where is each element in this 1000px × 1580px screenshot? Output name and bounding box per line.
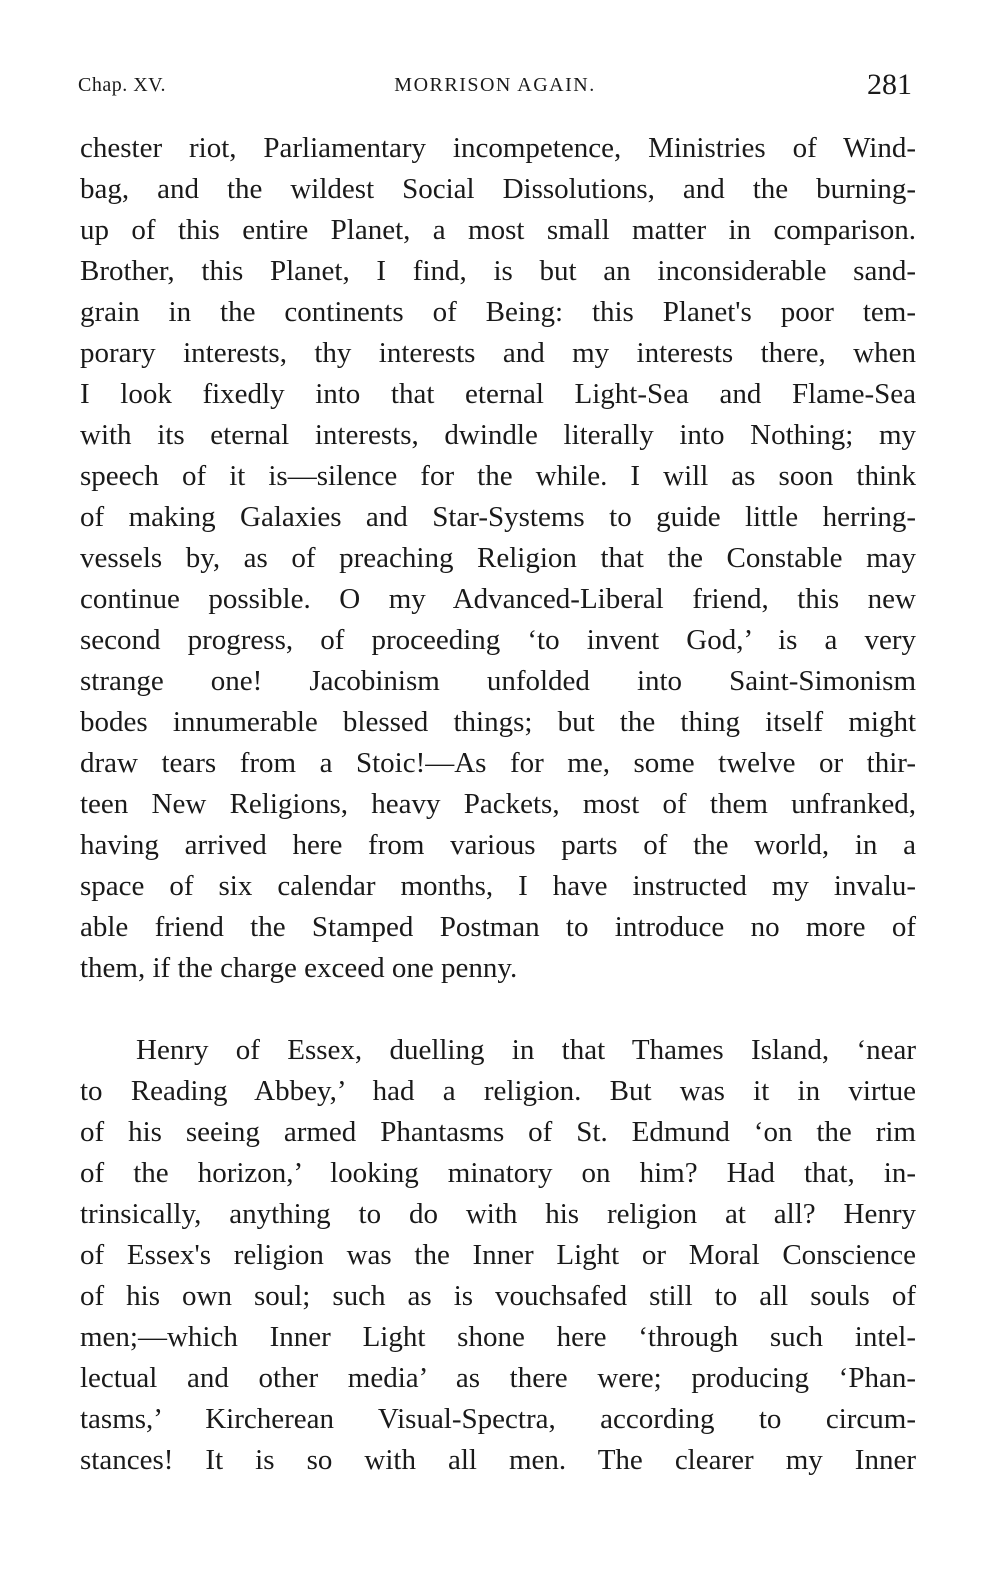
text-line: draw tears from a Stoic!—As for me, some twelve or thir- [80, 747, 916, 779]
text-line: to Reading Abbey,’ had a religion. But was it in virtue [80, 1075, 916, 1107]
running-header [78, 68, 912, 108]
text-line: with its eternal interests, dwindle literally into Nothing; my [80, 419, 916, 451]
text-line: second progress, of proceeding ‘to invent God,’ is a very [80, 624, 916, 656]
text-line: stances! It is so with all men. The clearer my Inner [80, 1444, 916, 1476]
text-line: vessels by, as of preaching Religion that the Constable may [80, 542, 916, 574]
text-line: porary interests, thy interests and my interests there, when [80, 337, 916, 369]
text-line: grain in the continents of Being: this Planet's poor tem- [80, 296, 916, 328]
text-line: Henry of Essex, duelling in that Thames Island, ‘near [136, 1034, 916, 1066]
page-number: 281 [867, 68, 912, 101]
text-line: space of six calendar months, I have instructed my invalu- [80, 870, 916, 902]
text-line: of the horizon,’ looking minatory on him? Had that, in- [80, 1157, 916, 1189]
text-line: chester riot, Parliamentary incompetence, Ministries of Wind- [80, 132, 916, 164]
text-line: trinsically, anything to do with his religion at all? Henry [80, 1198, 916, 1230]
text-line: of his own soul; such as is vouchsafed still to all souls of [80, 1280, 916, 1312]
text-line: teen New Religions, heavy Packets, most of them unfranked, [80, 788, 916, 820]
chapter-label: Chap. XV. [78, 74, 167, 96]
paragraph-2 [80, 1030, 916, 1481]
paragraph-1 [80, 128, 916, 989]
text-line: lectual and other media’ as there were; producing ‘Phan- [80, 1362, 916, 1394]
text-line: of making Galaxies and Star-Systems to guide little herring- [80, 501, 916, 533]
text-line: continue possible. O my Advanced-Liberal friend, this new [80, 583, 916, 615]
text-line: able friend the Stamped Postman to introduce no more of [80, 911, 916, 943]
text-line: speech of it is—silence for the while. I will as soon think [80, 460, 916, 492]
running-title: MORRISON AGAIN. [394, 74, 596, 96]
text-line: having arrived here from various parts of the world, in a [80, 829, 916, 861]
text-line: men;—which Inner Light shone here ‘through such intel- [80, 1321, 916, 1353]
text-line: tasms,’ Kircherean Visual-Spectra, according to circum- [80, 1403, 916, 1435]
text-line: strange one! Jacobinism unfolded into Saint-Simonism [80, 665, 916, 697]
text-line: Brother, this Planet, I find, is but an inconsiderable sand- [80, 255, 916, 287]
text-line: up of this entire Planet, a most small matter in comparison. [80, 214, 916, 246]
text-line: them, if the charge exceed one penny. [80, 952, 518, 984]
text-line: of his seeing armed Phantasms of St. Edmund ‘on the rim [80, 1116, 916, 1148]
text-line: bodes innumerable blessed things; but the thing itself might [80, 706, 916, 738]
text-line: of Essex's religion was the Inner Light or Moral Conscience [80, 1239, 916, 1271]
text-line: I look fixedly into that eternal Light-Sea and Flame-Sea [80, 378, 916, 410]
text-line: bag, and the wildest Social Dissolutions, and the burning- [80, 173, 916, 205]
